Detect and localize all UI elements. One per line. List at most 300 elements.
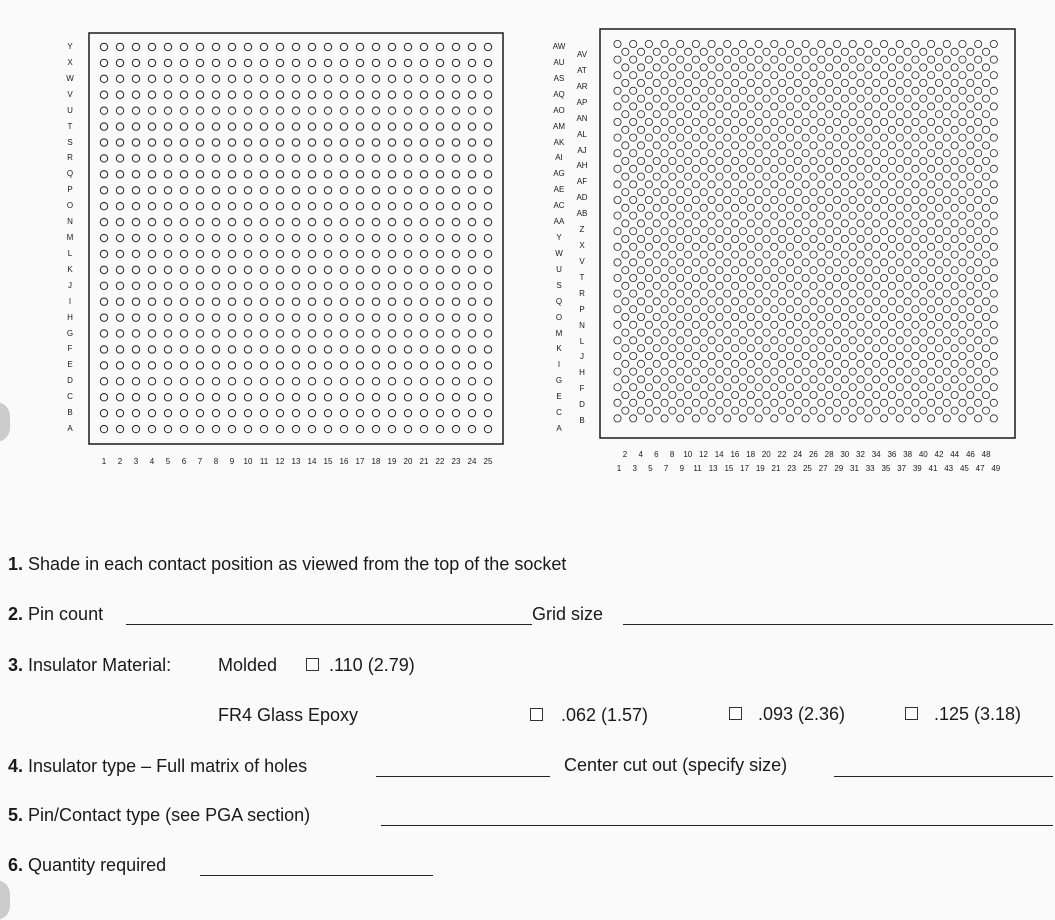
row-label: D — [67, 376, 73, 386]
contact-hole — [637, 345, 644, 352]
contact-hole — [324, 298, 331, 305]
contact-hole — [228, 155, 235, 162]
question-3 — [8, 654, 171, 676]
contact-hole — [888, 79, 895, 86]
contact-hole — [404, 298, 411, 305]
contact-hole — [276, 409, 283, 416]
contact-hole — [967, 360, 974, 367]
contact-hole — [990, 228, 997, 235]
contact-hole — [292, 75, 299, 82]
contact-hole — [959, 72, 966, 79]
contact-hole — [700, 376, 707, 383]
contact-hole — [622, 157, 629, 164]
contact-hole — [468, 43, 475, 50]
contact-hole — [935, 142, 942, 149]
contact-hole — [810, 376, 817, 383]
contact-hole — [904, 313, 911, 320]
contact-hole — [755, 384, 762, 391]
contact-hole — [739, 399, 746, 406]
contact-hole — [212, 155, 219, 162]
contact-hole — [452, 218, 459, 225]
contact-hole — [975, 87, 982, 94]
contact-hole — [802, 368, 809, 375]
contact-hole — [873, 220, 880, 227]
contact-hole — [148, 378, 155, 385]
contact-hole — [484, 123, 491, 130]
contact-hole — [692, 56, 699, 63]
contact-hole — [755, 290, 762, 297]
contact-hole — [826, 157, 833, 164]
contact-hole — [292, 282, 299, 289]
contact-hole — [180, 218, 187, 225]
contact-hole — [340, 123, 347, 130]
contact-hole — [645, 212, 652, 219]
contact-hole — [833, 40, 840, 47]
contact-hole — [802, 259, 809, 266]
contact-hole — [873, 282, 880, 289]
contact-hole — [833, 134, 840, 141]
contact-hole — [116, 218, 123, 225]
question-number: 5. — [8, 805, 24, 825]
contact-hole — [404, 362, 411, 369]
contact-hole — [849, 274, 856, 281]
contact-hole — [802, 306, 809, 313]
contact-hole — [935, 189, 942, 196]
column-label: 9 — [229, 457, 235, 466]
contact-hole — [826, 345, 833, 352]
contact-hole — [967, 95, 974, 102]
contact-hole — [865, 87, 872, 94]
contact-hole — [975, 40, 982, 47]
column-label: 11 — [693, 464, 702, 473]
contact-hole — [873, 407, 880, 414]
contact-hole — [755, 87, 762, 94]
fr4-062-checkbox[interactable] — [530, 708, 543, 721]
contact-hole — [276, 155, 283, 162]
contact-hole — [677, 103, 684, 110]
contact-hole — [982, 329, 989, 336]
contact-hole — [100, 409, 107, 416]
contact-hole — [684, 251, 691, 258]
contact-hole — [260, 75, 267, 82]
contact-hole — [452, 362, 459, 369]
contact-hole — [904, 220, 911, 227]
contact-hole — [959, 259, 966, 266]
contact-hole — [388, 282, 395, 289]
contact-hole — [739, 415, 746, 422]
contact-hole — [276, 187, 283, 194]
contact-hole — [920, 173, 927, 180]
contact-hole — [818, 228, 825, 235]
contact-hole — [100, 425, 107, 432]
contact-hole — [880, 274, 887, 281]
contact-hole — [857, 111, 864, 118]
contact-hole — [196, 107, 203, 114]
contact-hole — [420, 250, 427, 257]
contact-hole — [614, 352, 621, 359]
contact-hole — [684, 407, 691, 414]
contact-hole — [708, 72, 715, 79]
contact-hole — [928, 56, 935, 63]
contact-hole — [880, 87, 887, 94]
contact-hole — [888, 313, 895, 320]
row-label: B — [67, 408, 73, 418]
contact-hole — [372, 409, 379, 416]
row-label: N — [67, 217, 73, 227]
contact-hole — [228, 171, 235, 178]
contact-hole — [888, 64, 895, 71]
contact-hole — [951, 189, 958, 196]
contact-hole — [810, 298, 817, 305]
pin-count-field[interactable] — [126, 624, 532, 625]
contact-hole — [244, 362, 251, 369]
contact-hole — [276, 107, 283, 114]
contact-hole — [771, 243, 778, 250]
full-matrix-field[interactable] — [376, 776, 550, 777]
contact-hole — [324, 266, 331, 273]
contact-hole — [308, 203, 315, 210]
contact-hole — [388, 155, 395, 162]
contact-hole — [622, 407, 629, 414]
contact-hole — [436, 314, 443, 321]
contact-hole — [669, 157, 676, 164]
contact-hole — [180, 203, 187, 210]
contact-hole — [388, 425, 395, 432]
contact-hole — [794, 173, 801, 180]
contact-hole — [865, 399, 872, 406]
contact-hole — [951, 313, 958, 320]
contact-hole — [865, 150, 872, 157]
contact-hole — [637, 235, 644, 242]
contact-hole — [771, 118, 778, 125]
center-cutout-field[interactable] — [834, 776, 1053, 777]
contact-hole — [468, 282, 475, 289]
contact-hole — [724, 290, 731, 297]
contact-hole — [116, 298, 123, 305]
contact-hole — [614, 306, 621, 313]
pin-contact-type-field[interactable] — [381, 825, 1053, 826]
column-label: 18 — [746, 450, 756, 459]
contact-hole — [420, 346, 427, 353]
column-label: 30 — [840, 450, 850, 459]
contact-hole — [865, 40, 872, 47]
quantity-field[interactable] — [200, 875, 433, 876]
contact-hole — [873, 173, 880, 180]
contact-hole — [763, 345, 770, 352]
contact-hole — [771, 181, 778, 188]
contact-hole — [888, 251, 895, 258]
contact-hole — [630, 181, 637, 188]
contact-hole — [755, 196, 762, 203]
contact-hole — [943, 72, 950, 79]
contact-hole — [975, 72, 982, 79]
contact-hole — [928, 352, 935, 359]
contact-hole — [468, 139, 475, 146]
contact-hole — [132, 139, 139, 146]
contact-hole — [928, 134, 935, 141]
row-label: G — [555, 376, 563, 386]
contact-hole — [865, 337, 872, 344]
contact-hole — [732, 376, 739, 383]
contact-hole — [260, 346, 267, 353]
contact-hole — [388, 346, 395, 353]
contact-hole — [904, 95, 911, 102]
contact-hole — [420, 234, 427, 241]
contact-hole — [771, 290, 778, 297]
contact-hole — [763, 95, 770, 102]
contact-hole — [873, 157, 880, 164]
row-label: AF — [576, 177, 588, 187]
contact-hole — [388, 75, 395, 82]
contact-hole — [308, 330, 315, 337]
contact-hole — [849, 165, 856, 172]
contact-hole — [212, 187, 219, 194]
column-label: 40 — [918, 450, 928, 459]
contact-hole — [708, 274, 715, 281]
contact-hole — [260, 139, 267, 146]
contact-hole — [180, 394, 187, 401]
contact-hole — [920, 329, 927, 336]
contact-hole — [420, 155, 427, 162]
contact-hole — [975, 399, 982, 406]
contact-hole — [794, 220, 801, 227]
contact-hole — [708, 103, 715, 110]
contact-hole — [747, 157, 754, 164]
contact-hole — [308, 75, 315, 82]
contact-hole — [912, 274, 919, 281]
contact-hole — [841, 95, 848, 102]
contact-hole — [468, 123, 475, 130]
contact-hole — [100, 91, 107, 98]
contact-hole — [692, 243, 699, 250]
contact-hole — [324, 362, 331, 369]
contact-hole — [452, 425, 459, 432]
contact-hole — [810, 220, 817, 227]
contact-hole — [896, 87, 903, 94]
contact-hole — [212, 409, 219, 416]
contact-hole — [630, 415, 637, 422]
contact-hole — [708, 306, 715, 313]
contact-hole — [959, 56, 966, 63]
contact-hole — [260, 250, 267, 257]
question-2 — [8, 603, 103, 625]
fr4-093-label: .093 (2.36) — [758, 704, 846, 724]
contact-hole — [388, 43, 395, 50]
contact-hole — [888, 204, 895, 211]
contact-hole — [833, 103, 840, 110]
contact-hole — [484, 218, 491, 225]
contact-hole — [904, 282, 911, 289]
contact-hole — [880, 306, 887, 313]
contact-hole — [196, 234, 203, 241]
contact-hole — [747, 95, 754, 102]
contact-hole — [755, 368, 762, 375]
contact-hole — [959, 415, 966, 422]
contact-hole — [228, 250, 235, 257]
contact-hole — [920, 345, 927, 352]
contact-hole — [340, 43, 347, 50]
column-label: 16 — [730, 450, 740, 459]
contact-hole — [340, 91, 347, 98]
contact-hole — [967, 64, 974, 71]
contact-hole — [928, 368, 935, 375]
contact-hole — [951, 360, 958, 367]
contact-hole — [873, 376, 880, 383]
contact-hole — [468, 203, 475, 210]
contact-hole — [802, 415, 809, 422]
contact-hole — [132, 75, 139, 82]
contact-hole — [669, 189, 676, 196]
contact-hole — [786, 306, 793, 313]
contact-hole — [951, 126, 958, 133]
contact-hole — [755, 337, 762, 344]
contact-hole — [692, 165, 699, 172]
contact-hole — [708, 415, 715, 422]
contact-hole — [857, 313, 864, 320]
contact-hole — [802, 165, 809, 172]
contact-hole — [404, 59, 411, 66]
contact-hole — [739, 181, 746, 188]
contact-hole — [653, 79, 660, 86]
contact-hole — [928, 103, 935, 110]
contact-hole — [873, 48, 880, 55]
contact-hole — [959, 243, 966, 250]
contact-hole — [356, 171, 363, 178]
contact-hole — [975, 243, 982, 250]
contact-hole — [763, 173, 770, 180]
contact-hole — [951, 142, 958, 149]
contact-hole — [622, 345, 629, 352]
contact-hole — [826, 142, 833, 149]
contact-hole — [244, 123, 251, 130]
contact-hole — [228, 298, 235, 305]
contact-hole — [975, 274, 982, 281]
contact-hole — [826, 204, 833, 211]
contact-hole — [724, 181, 731, 188]
contact-hole — [180, 123, 187, 130]
column-label: 47 — [975, 464, 985, 473]
contact-hole — [356, 218, 363, 225]
contact-hole — [661, 118, 668, 125]
contact-hole — [260, 234, 267, 241]
contact-hole — [196, 425, 203, 432]
contact-hole — [116, 155, 123, 162]
column-label: 22 — [435, 457, 445, 466]
contact-hole — [959, 306, 966, 313]
row-label: B — [579, 416, 585, 426]
contact-hole — [276, 123, 283, 130]
contact-hole — [436, 425, 443, 432]
contact-hole — [779, 329, 786, 336]
grid-size-field[interactable] — [623, 624, 1053, 625]
contact-hole — [849, 337, 856, 344]
contact-hole — [148, 234, 155, 241]
contact-hole — [786, 228, 793, 235]
contact-hole — [684, 64, 691, 71]
contact-hole — [420, 282, 427, 289]
contact-hole — [420, 139, 427, 146]
contact-hole — [276, 59, 283, 66]
fr4-093-checkbox[interactable] — [729, 707, 742, 720]
contact-hole — [700, 360, 707, 367]
contact-hole — [739, 72, 746, 79]
contact-hole — [372, 155, 379, 162]
contact-hole — [802, 243, 809, 250]
contact-hole — [452, 282, 459, 289]
contact-hole — [708, 56, 715, 63]
row-label: V — [579, 256, 585, 266]
contact-hole — [484, 43, 491, 50]
contact-hole — [739, 228, 746, 235]
contact-hole — [340, 171, 347, 178]
contact-hole — [896, 72, 903, 79]
contact-hole — [484, 346, 491, 353]
contact-hole — [928, 181, 935, 188]
contact-hole — [340, 155, 347, 162]
contact-hole — [196, 378, 203, 385]
contact-hole — [833, 337, 840, 344]
contact-hole — [132, 378, 139, 385]
contact-hole — [975, 228, 982, 235]
contact-hole — [653, 157, 660, 164]
contact-hole — [661, 259, 668, 266]
fr4-125-checkbox[interactable] — [905, 707, 918, 720]
contact-hole — [818, 212, 825, 219]
contact-hole — [661, 384, 668, 391]
contact-hole — [826, 251, 833, 258]
contact-hole — [404, 203, 411, 210]
contact-hole — [148, 59, 155, 66]
contact-hole — [622, 282, 629, 289]
contact-hole — [716, 282, 723, 289]
contact-hole — [920, 126, 927, 133]
contact-hole — [630, 290, 637, 297]
contact-hole — [116, 425, 123, 432]
column-label: 25 — [802, 464, 812, 473]
column-label: 1 — [616, 464, 622, 473]
contact-hole — [308, 59, 315, 66]
contact-hole — [975, 384, 982, 391]
contact-hole — [982, 142, 989, 149]
contact-hole — [180, 282, 187, 289]
contact-hole — [833, 274, 840, 281]
contact-hole — [880, 196, 887, 203]
contact-hole — [700, 189, 707, 196]
contact-hole — [468, 155, 475, 162]
contact-hole — [818, 72, 825, 79]
contact-hole — [873, 111, 880, 118]
column-label: 17 — [740, 464, 750, 473]
contact-hole — [148, 171, 155, 178]
contact-hole — [276, 139, 283, 146]
contact-hole — [771, 274, 778, 281]
contact-hole — [739, 118, 746, 125]
contact-hole — [340, 282, 347, 289]
contact-hole — [148, 107, 155, 114]
column-label: 16 — [339, 457, 349, 466]
contact-hole — [794, 126, 801, 133]
column-label: 7 — [197, 457, 203, 466]
row-label: P — [579, 304, 585, 314]
contact-hole — [661, 165, 668, 172]
contact-hole — [833, 368, 840, 375]
contact-hole — [324, 107, 331, 114]
contact-hole — [372, 282, 379, 289]
molded-checkbox[interactable] — [306, 658, 319, 671]
contact-hole — [818, 274, 825, 281]
contact-hole — [420, 394, 427, 401]
contact-hole — [700, 48, 707, 55]
